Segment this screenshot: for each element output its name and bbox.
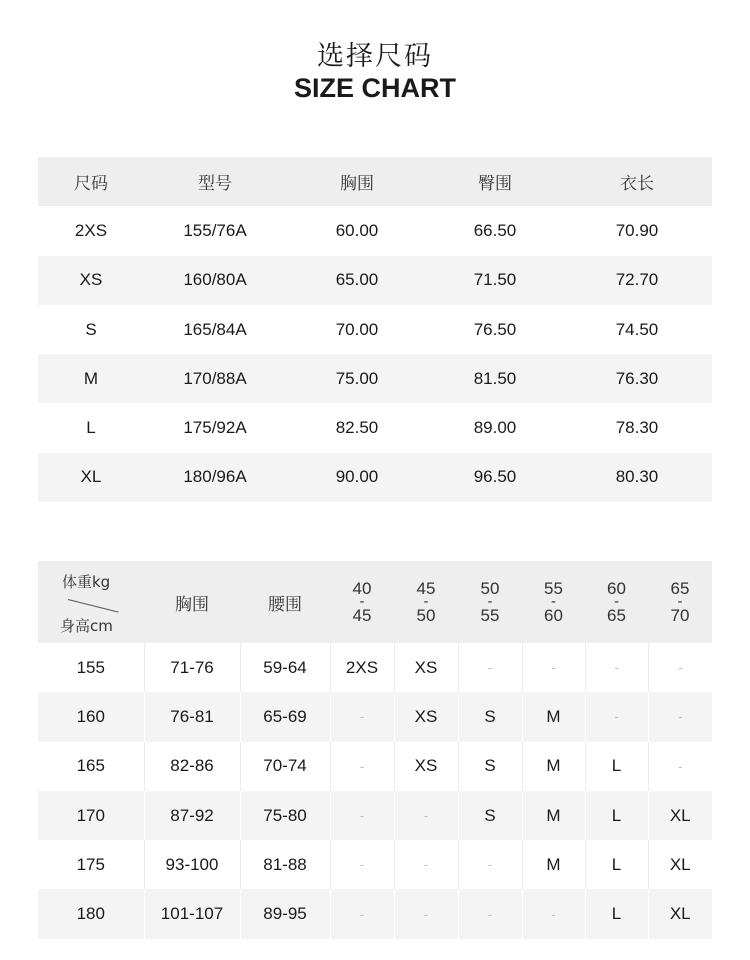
table-cell: 160 (38, 692, 144, 741)
weight-range-header (648, 561, 712, 643)
table-cell: 70.00 (286, 305, 428, 354)
weight-range-low: 65 (670, 579, 690, 598)
table-cell: - (330, 889, 394, 938)
table-cell: - (648, 742, 712, 791)
table-cell: XL (648, 840, 712, 889)
table-cell: 65.00 (286, 256, 428, 305)
weight-range-low: 60 (607, 579, 626, 598)
table-cell: XS (38, 256, 144, 305)
weight-range-header (522, 561, 585, 643)
table-row (38, 403, 712, 452)
table-cell: XL (648, 889, 712, 938)
table-cell: M (522, 840, 585, 889)
size-recommendation-table (38, 561, 712, 939)
table-row (38, 742, 712, 791)
table-cell: 70.90 (562, 206, 712, 255)
table-cell: XL (648, 791, 712, 840)
table-row (38, 643, 712, 692)
table-cell: L (585, 742, 648, 791)
table-row (38, 305, 712, 354)
table-cell: 155/76A (144, 206, 286, 255)
table-cell: XS (394, 692, 458, 741)
header-hip: 臀围 (428, 157, 562, 206)
table-cell: - (648, 643, 712, 692)
table-row (38, 889, 712, 938)
weight-range-sep: - (423, 593, 429, 610)
weight-range-header (585, 561, 648, 643)
table-cell: 76.30 (562, 354, 712, 403)
table-cell: 75-80 (240, 791, 330, 840)
table-row (38, 206, 712, 255)
table-row (38, 692, 712, 741)
table-cell: M (38, 354, 144, 403)
table-cell: 75.00 (286, 354, 428, 403)
table-cell: 170/88A (144, 354, 286, 403)
weight-label: 体重kg (62, 573, 111, 591)
table-cell: - (394, 889, 458, 938)
table-cell: 59-64 (240, 643, 330, 692)
weight-range-low: 45 (416, 579, 436, 598)
table-cell: S (458, 791, 522, 840)
table-cell: 80.30 (562, 453, 712, 502)
table-cell: 60.00 (286, 206, 428, 255)
table-cell: - (522, 889, 585, 938)
table-row (38, 256, 712, 305)
table-cell: L (585, 840, 648, 889)
table-row (38, 453, 712, 502)
weight-range-sep: - (359, 593, 365, 610)
size-spec-header-row (38, 157, 712, 206)
table-cell: XL (38, 453, 144, 502)
weight-range-header (458, 561, 522, 643)
corner-header (38, 561, 144, 643)
weight-range-high: 60 (544, 606, 563, 625)
weight-range-high: 45 (352, 606, 372, 625)
table-cell: 89.00 (428, 403, 562, 452)
table-cell: - (458, 889, 522, 938)
table-cell: 180 (38, 889, 144, 938)
table-cell: - (330, 840, 394, 889)
header-chest: 胸围 (286, 157, 428, 206)
table-cell: 160/80A (144, 256, 286, 305)
table-row (38, 791, 712, 840)
table-cell: - (648, 692, 712, 741)
table-cell: 170 (38, 791, 144, 840)
header-length: 衣长 (562, 157, 712, 206)
table-cell: 180/96A (144, 453, 286, 502)
table-cell: L (38, 403, 144, 452)
table-cell: M (522, 692, 585, 741)
table-cell: - (458, 840, 522, 889)
weight-range-sep: - (677, 593, 683, 610)
weight-range-header (394, 561, 458, 643)
weight-range-high: 70 (670, 606, 690, 625)
table-cell: 96.50 (428, 453, 562, 502)
table-cell: 87-92 (144, 791, 240, 840)
table-cell: XS (394, 742, 458, 791)
table-cell: L (585, 791, 648, 840)
weight-range-high: 55 (480, 606, 500, 625)
table-cell: - (522, 643, 585, 692)
table-cell: - (394, 840, 458, 889)
size-spec-table (38, 157, 712, 502)
table-row (38, 840, 712, 889)
table-cell: - (330, 692, 394, 741)
table-cell: S (458, 742, 522, 791)
table-cell: 70-74 (240, 742, 330, 791)
table-cell: 101-107 (144, 889, 240, 938)
header-chest: 胸围 (144, 561, 240, 643)
weight-range-low: 40 (352, 579, 372, 598)
height-label: 身高cm (60, 617, 113, 635)
table-cell: - (585, 643, 648, 692)
table-cell: - (458, 643, 522, 692)
table-cell: 90.00 (286, 453, 428, 502)
table-cell: 78.30 (562, 403, 712, 452)
table-cell: 76-81 (144, 692, 240, 741)
table-cell: - (394, 791, 458, 840)
table-cell: L (585, 889, 648, 938)
weight-range-sep: - (551, 593, 556, 610)
table-cell: - (330, 791, 394, 840)
weight-range-header (330, 561, 394, 643)
table-cell: XS (394, 643, 458, 692)
table-cell: 65-69 (240, 692, 330, 741)
recommendation-header-row (38, 561, 712, 643)
table-cell: M (522, 791, 585, 840)
table-cell: 165 (38, 742, 144, 791)
weight-range-low: 50 (480, 579, 500, 598)
table-cell: 81.50 (428, 354, 562, 403)
table-cell: S (38, 305, 144, 354)
header-waist: 腰围 (240, 561, 330, 643)
table-cell: M (522, 742, 585, 791)
diagonal-divider (68, 599, 119, 613)
weight-range-sep: - (487, 593, 493, 610)
table-cell: 72.70 (562, 256, 712, 305)
table-cell: 175 (38, 840, 144, 889)
page-title-chinese: 选择尺码 (317, 41, 433, 72)
table-cell: 81-88 (240, 840, 330, 889)
table-cell: 2XS (330, 643, 394, 692)
table-row (38, 354, 712, 403)
table-cell: S (458, 692, 522, 741)
table-cell: 165/84A (144, 305, 286, 354)
table-cell: 74.50 (562, 305, 712, 354)
weight-range-high: 50 (416, 606, 436, 625)
table-cell: 71-76 (144, 643, 240, 692)
table-cell: 93-100 (144, 840, 240, 889)
table-cell: - (585, 692, 648, 741)
table-cell: 82-86 (144, 742, 240, 791)
weight-range-high: 65 (607, 606, 626, 625)
weight-range-low: 55 (544, 579, 563, 598)
table-cell: 2XS (38, 206, 144, 255)
table-cell: 76.50 (428, 305, 562, 354)
table-cell: 155 (38, 643, 144, 692)
table-cell: 66.50 (428, 206, 562, 255)
table-cell: - (330, 742, 394, 791)
weight-range-sep: - (614, 593, 619, 610)
header-model: 型号 (144, 157, 286, 206)
header-size: 尺码 (38, 157, 144, 206)
table-cell: 82.50 (286, 403, 428, 452)
table-cell: 89-95 (240, 889, 330, 938)
table-cell: 71.50 (428, 256, 562, 305)
page-title-english: SIZE CHART (294, 73, 456, 103)
table-cell: 175/92A (144, 403, 286, 452)
